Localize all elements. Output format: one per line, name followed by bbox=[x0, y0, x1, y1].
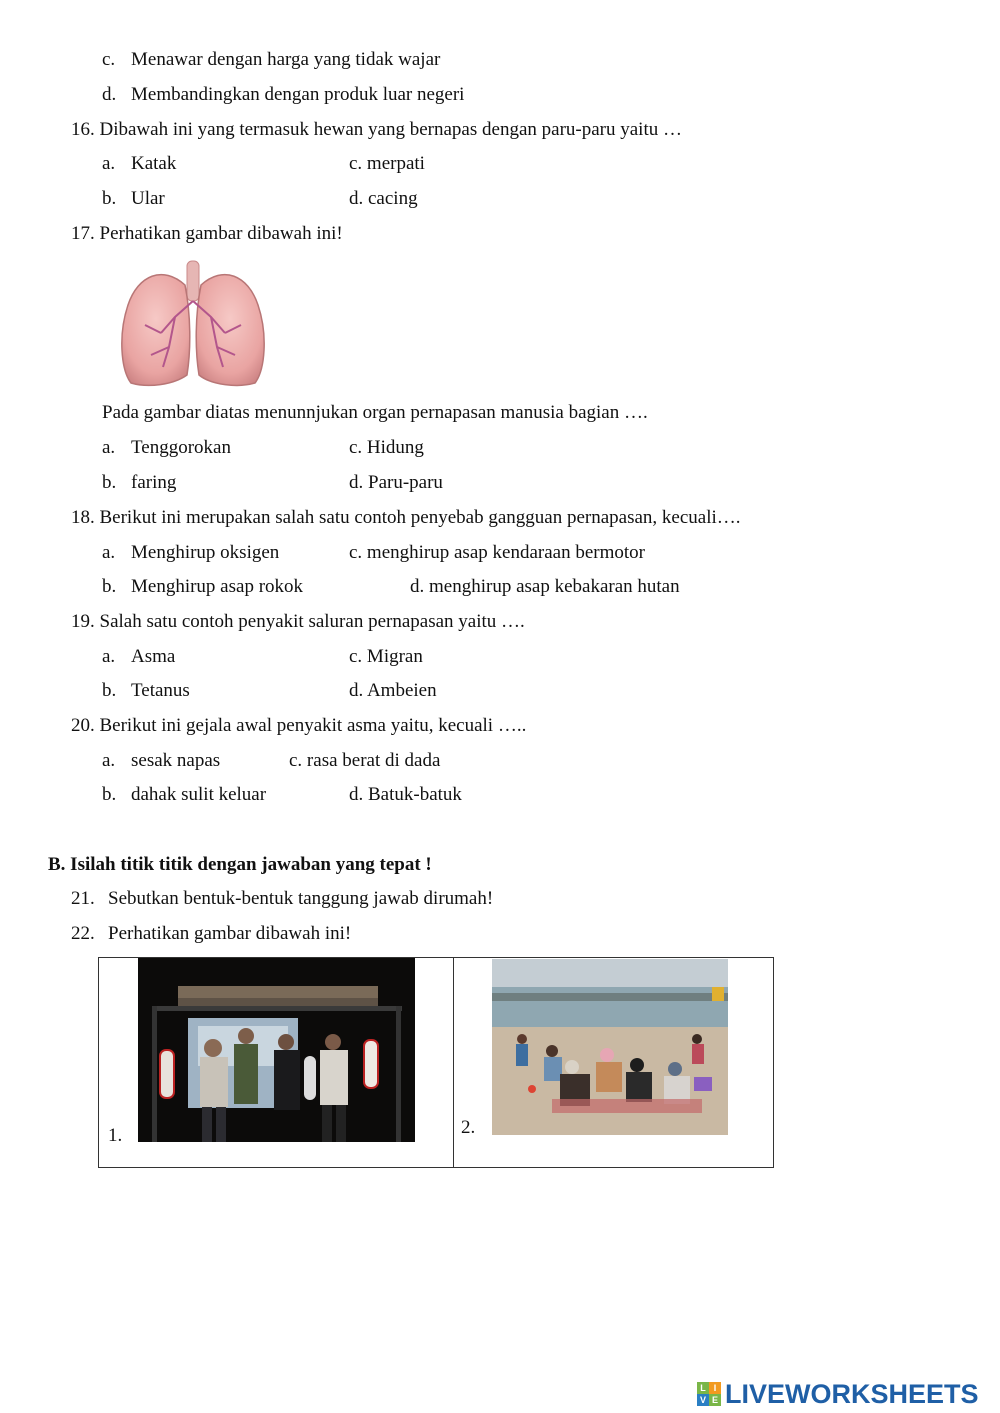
q20-option-d: d. Batuk-batuk bbox=[349, 784, 462, 805]
liveworksheets-logo bbox=[697, 1378, 979, 1410]
section-b-heading: B. Isilah titik titik dengan jawaban yang tepat ! bbox=[48, 854, 432, 875]
image-2-label: 2. bbox=[461, 1117, 476, 1138]
q19-option-b: Tetanus bbox=[131, 680, 190, 701]
q16-option-d: d. cacing bbox=[349, 188, 418, 209]
question-16: 16. Dibawah ini yang termasuk hewan yang bernapas dengan paru-paru yaitu … bbox=[71, 119, 682, 140]
q16-option-a-letter: a. bbox=[102, 153, 116, 174]
q17-prompt: Pada gambar diatas menunnjukan organ pernapasan manusia bagian …. bbox=[102, 402, 648, 423]
q18-option-a-letter: a. bbox=[102, 542, 116, 563]
q19-option-c: c. Migran bbox=[349, 646, 423, 667]
question-21-number: 21. bbox=[71, 888, 95, 909]
photo-people-at-beach bbox=[492, 959, 728, 1135]
q17-option-c: c. Hidung bbox=[349, 437, 424, 458]
q18-option-b-letter: b. bbox=[102, 576, 117, 597]
q18-option-a: Menghirup oksigen bbox=[131, 542, 280, 563]
q20-option-a-letter: a. bbox=[102, 750, 116, 771]
q20-option-a: sesak napas bbox=[131, 750, 221, 771]
q19-option-d: d. Ambeien bbox=[349, 680, 437, 701]
question-20: 20. Berikut ini gejala awal penyakit asma yaitu, kecuali ….. bbox=[71, 715, 527, 736]
q15-option-d: Membandingkan dengan produk luar negeri bbox=[131, 84, 465, 105]
lungs-image bbox=[103, 255, 285, 392]
q18-option-c: c. menghirup asap kendaraan bermotor bbox=[349, 542, 645, 563]
q20-option-c: c. rasa berat di dada bbox=[289, 750, 441, 771]
q16-option-b: Ular bbox=[131, 188, 165, 209]
q15-option-c: Menawar dengan harga yang tidak wajar bbox=[131, 49, 441, 70]
q19-option-a: Asma bbox=[131, 646, 176, 667]
photo-people-with-punching-bags bbox=[138, 958, 415, 1142]
q16-option-c: c. merpati bbox=[349, 153, 425, 174]
question-19: 19. Salah satu contoh penyakit saluran pernapasan yaitu …. bbox=[71, 611, 525, 632]
q19-option-b-letter: b. bbox=[102, 680, 117, 701]
q19-option-a-letter: a. bbox=[102, 646, 116, 667]
q20-option-b-letter: b. bbox=[102, 784, 117, 805]
question-22-number: 22. bbox=[71, 923, 95, 944]
liveworksheets-brand-text: LIVEWORKSHEETS bbox=[725, 1378, 979, 1409]
question-17: 17. Perhatikan gambar dibawah ini! bbox=[71, 223, 343, 244]
liveworksheets-mark-icon: L I V E bbox=[697, 1382, 721, 1406]
q20-option-b: dahak sulit keluar bbox=[131, 784, 267, 805]
q17-option-a: Tenggorokan bbox=[131, 437, 231, 458]
q17-option-d: d. Paru-paru bbox=[349, 472, 443, 493]
image-table bbox=[98, 957, 774, 1168]
q17-option-a-letter: a. bbox=[102, 437, 116, 458]
q17-option-b: faring bbox=[131, 472, 177, 493]
question-18: 18. Berikut ini merupakan salah satu contoh penyebab gangguan pernapasan, kecuali…. bbox=[71, 507, 741, 528]
question-22: Perhatikan gambar dibawah ini! bbox=[108, 923, 352, 944]
q15-option-c-letter: c. bbox=[102, 49, 116, 70]
q18-option-d: d. menghirup asap kebakaran hutan bbox=[410, 576, 680, 597]
q16-option-b-letter: b. bbox=[102, 188, 117, 209]
question-21: Sebutkan bentuk-bentuk tanggung jawab dirumah! bbox=[108, 888, 494, 909]
q16-option-a: Katak bbox=[131, 153, 177, 174]
q15-option-d-letter: d. bbox=[102, 84, 117, 105]
image-1-label: 1. bbox=[108, 1125, 123, 1146]
q18-option-b: Menghirup asap rokok bbox=[131, 576, 304, 597]
q17-option-b-letter: b. bbox=[102, 472, 117, 493]
table-divider bbox=[453, 958, 454, 1167]
